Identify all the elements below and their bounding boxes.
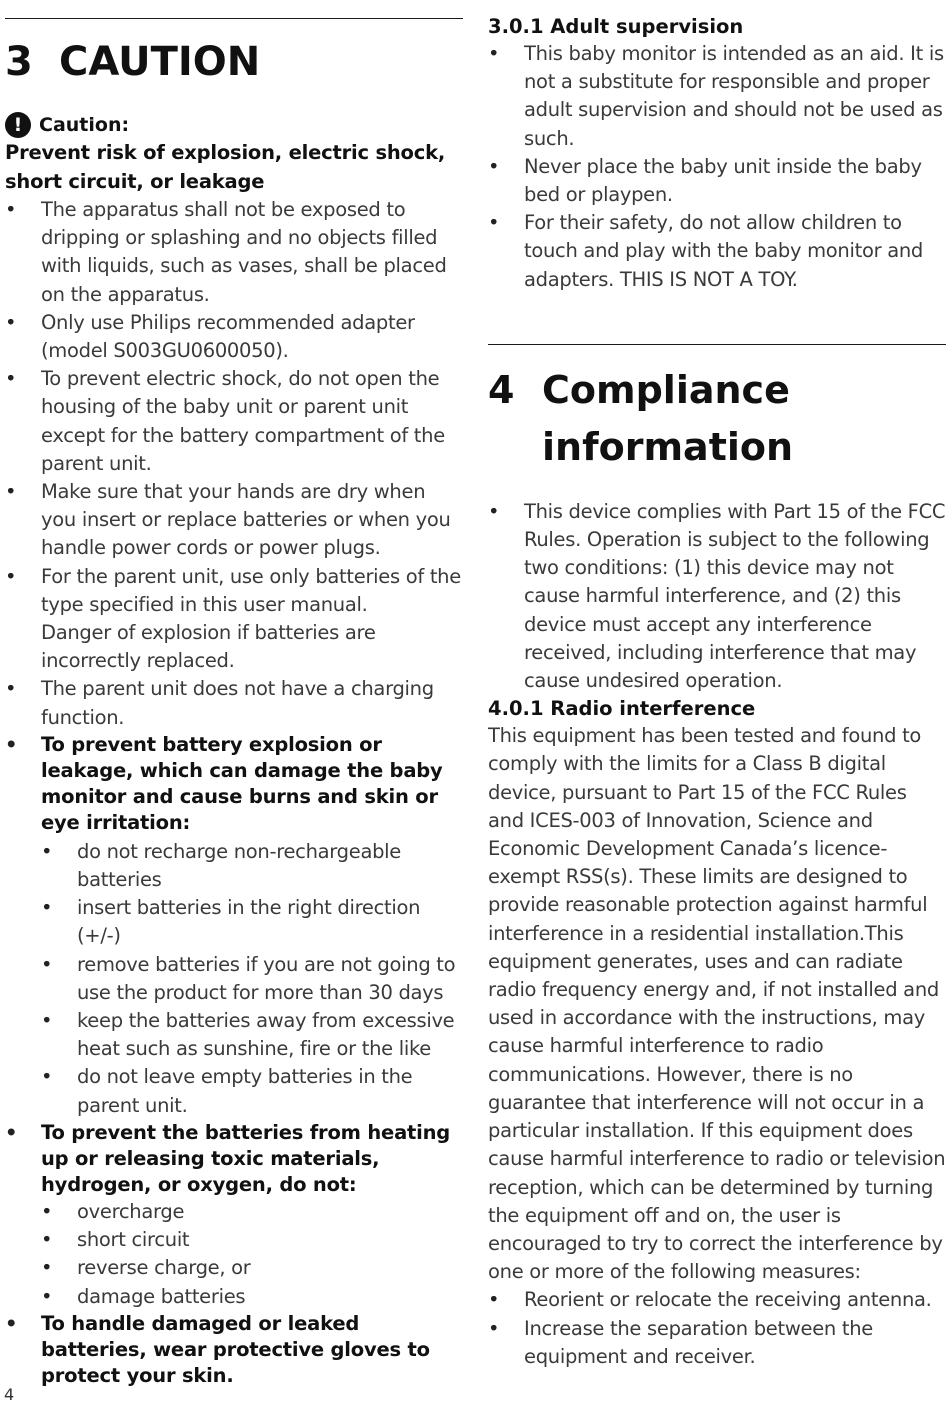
bullet-icon: • <box>5 310 17 334</box>
bullet-icon: • <box>5 198 17 221</box>
bullet-icon: • <box>488 211 500 235</box>
bullet-icon: • <box>5 1120 18 1144</box>
bullet-icon: • <box>488 1288 500 1312</box>
section-title-line1: Compliance <box>542 367 790 412</box>
sub-list-item: • do not recharge non-rechargeable batteries <box>41 839 401 892</box>
exclamation-icon: ! <box>5 112 31 138</box>
sub-list-item: • insert batteries in the right direction (+/-) <box>41 896 421 948</box>
caution-list <box>5 196 463 732</box>
sub-list-item: • do not leave empty batteries in the parent unit. <box>41 1065 413 1117</box>
sub-list-item: • damage batteries <box>41 1283 463 1311</box>
list-item: • The apparatus shall not be exposed to dripping or splashing and no objects filled with liquids, such as vases, shall be placed on the apparatus. <box>5 198 447 306</box>
right-column <box>488 0 946 1371</box>
caution-heading: Prevent risk of explosion, electric shock, short circuit, or leakage <box>5 141 446 193</box>
bullet-icon: • <box>41 1228 53 1252</box>
section-number: 3 <box>5 39 33 85</box>
list-item: • To prevent electric shock, do not open the housing of the baby unit or parent unit except for the battery compartment of the parent unit. <box>5 367 445 475</box>
bullet-icon: • <box>5 564 17 588</box>
list-item: • This device complies with Part 15 of the FCC Rules. Operation is subject to the following two conditions: (1) this device may not cause harmful interference, and (2) this device must accept any interference received, including interference that may cause undesired operation. <box>488 499 946 693</box>
sub-list-item: • short circuit <box>41 1226 463 1254</box>
bullet-icon: • <box>5 1311 18 1335</box>
battery-warning-list <box>5 732 463 836</box>
section-3-rule <box>5 18 463 19</box>
section-title-line2: information <box>542 424 794 469</box>
caution-label: Caution: <box>39 114 130 136</box>
explosion-danger-note: Danger of explosion if batteries are incorrectly replaced. <box>41 621 376 673</box>
bullet-icon: • <box>5 367 17 391</box>
bullet-icon: • <box>5 732 18 756</box>
bullet-icon: • <box>41 1256 53 1280</box>
bullet-icon: • <box>41 1009 53 1033</box>
battery-sublist <box>5 838 463 1120</box>
left-column <box>5 0 463 1389</box>
supervision-heading: 3.0.1 Adult supervision <box>488 15 744 38</box>
heating-sublist <box>5 1198 463 1311</box>
list-item: • Never place the baby unit inside the baby bed or playpen. <box>488 154 922 207</box>
damaged-warning: • To handle damaged or leaked batteries, wear protective gloves to protect your skin. <box>5 1311 430 1387</box>
radio-heading: 4.0.1 Radio interference <box>488 697 756 721</box>
list-item: • Increase the separation between the equipment and receiver. <box>488 1316 873 1368</box>
bullet-icon: • <box>5 480 17 504</box>
section-title: CAUTION <box>59 39 261 85</box>
list-item: • This baby monitor is intended as an aid. It is not a substitute for responsible and proper adult supervision and should not be used as such. <box>488 42 944 150</box>
list-item: • Make sure that your hands are dry when you insert or replace batteries or when you handle power cords or power plugs. <box>5 480 451 560</box>
bullet-icon: • <box>41 896 53 920</box>
list-item: • Only use Philips recommended adapter (model S003GU0600050). <box>5 310 415 363</box>
battery-warning: • To prevent battery explosion or leakage, which can damage the baby monitor and cause burns and skin or eye irritation: <box>5 732 443 834</box>
bullet-icon: • <box>41 952 53 976</box>
bullet-icon: • <box>488 1316 500 1340</box>
list-item: • Reorient or relocate the receiving antenna. <box>488 1286 946 1314</box>
bullet-icon: • <box>488 154 500 178</box>
measures-list <box>488 1286 946 1371</box>
supervision-list <box>488 40 946 294</box>
bullet-icon: • <box>41 1065 53 1089</box>
sub-list-item: • keep the batteries away from excessive heat such as sunshine, fire or the like <box>41 1009 455 1061</box>
section-3-heading <box>5 39 463 85</box>
section-number: 4 <box>488 367 515 412</box>
list-item: • For their safety, do not allow children to touch and play with the baby monitor and adapters. THIS IS NOT A TOY. <box>488 211 923 291</box>
heating-warning-list <box>5 1120 463 1198</box>
bullet-icon: • <box>488 499 500 523</box>
list-item: • The parent unit does not have a charging function. <box>5 677 434 729</box>
section-4-heading <box>488 362 946 476</box>
bullet-icon: • <box>488 42 500 65</box>
sub-list-item: • reverse charge, or <box>41 1254 463 1282</box>
bullet-icon: • <box>41 1199 53 1223</box>
bullet-icon: • <box>41 839 53 863</box>
bullet-icon: • <box>5 677 17 701</box>
radio-paragraph: This equipment has been tested and found to comply with the limits for a Class B digital device, pursuant to Part 15 of the FCC Rules and ICES-003 of Innovation, Science and Economic Development Canada’s licence-exempt RSS(s). These limits are designed to provide reasonable protection against harmful interference in a residential installation.This equipment generates, uses and can radiate radio frequency energy and, if not installed and used in accordance with the instructions, may cause harmful interference to radio communications. However, there is no guarantee that interference will not occur in a particular installation. If this equipment does cause harmful interference to radio or television reception, which can be determined by turning the equipment off and on, the user is encouraged to try to correct the interference by one or more of the following measures: <box>488 724 946 1284</box>
page-number: 4 <box>4 1385 15 1404</box>
sub-list-item: • overcharge <box>41 1198 463 1226</box>
bullet-icon: • <box>41 1284 53 1308</box>
compliance-list <box>488 498 946 695</box>
sub-list-item: • remove batteries if you are not going to use the product for more than 30 days <box>41 952 456 1004</box>
heating-warning: • To prevent the batteries from heating up or releasing toxic materials, hydrogen, or oxygen, do not: <box>5 1120 451 1196</box>
list-item: • For the parent unit, use only batteries of the type specified in this user manual. Danger of explosion if batteries are incorrectly replaced. <box>5 564 461 673</box>
caution-label-row <box>5 111 463 139</box>
section-4-rule <box>488 344 946 345</box>
damaged-warning-list <box>5 1311 463 1389</box>
